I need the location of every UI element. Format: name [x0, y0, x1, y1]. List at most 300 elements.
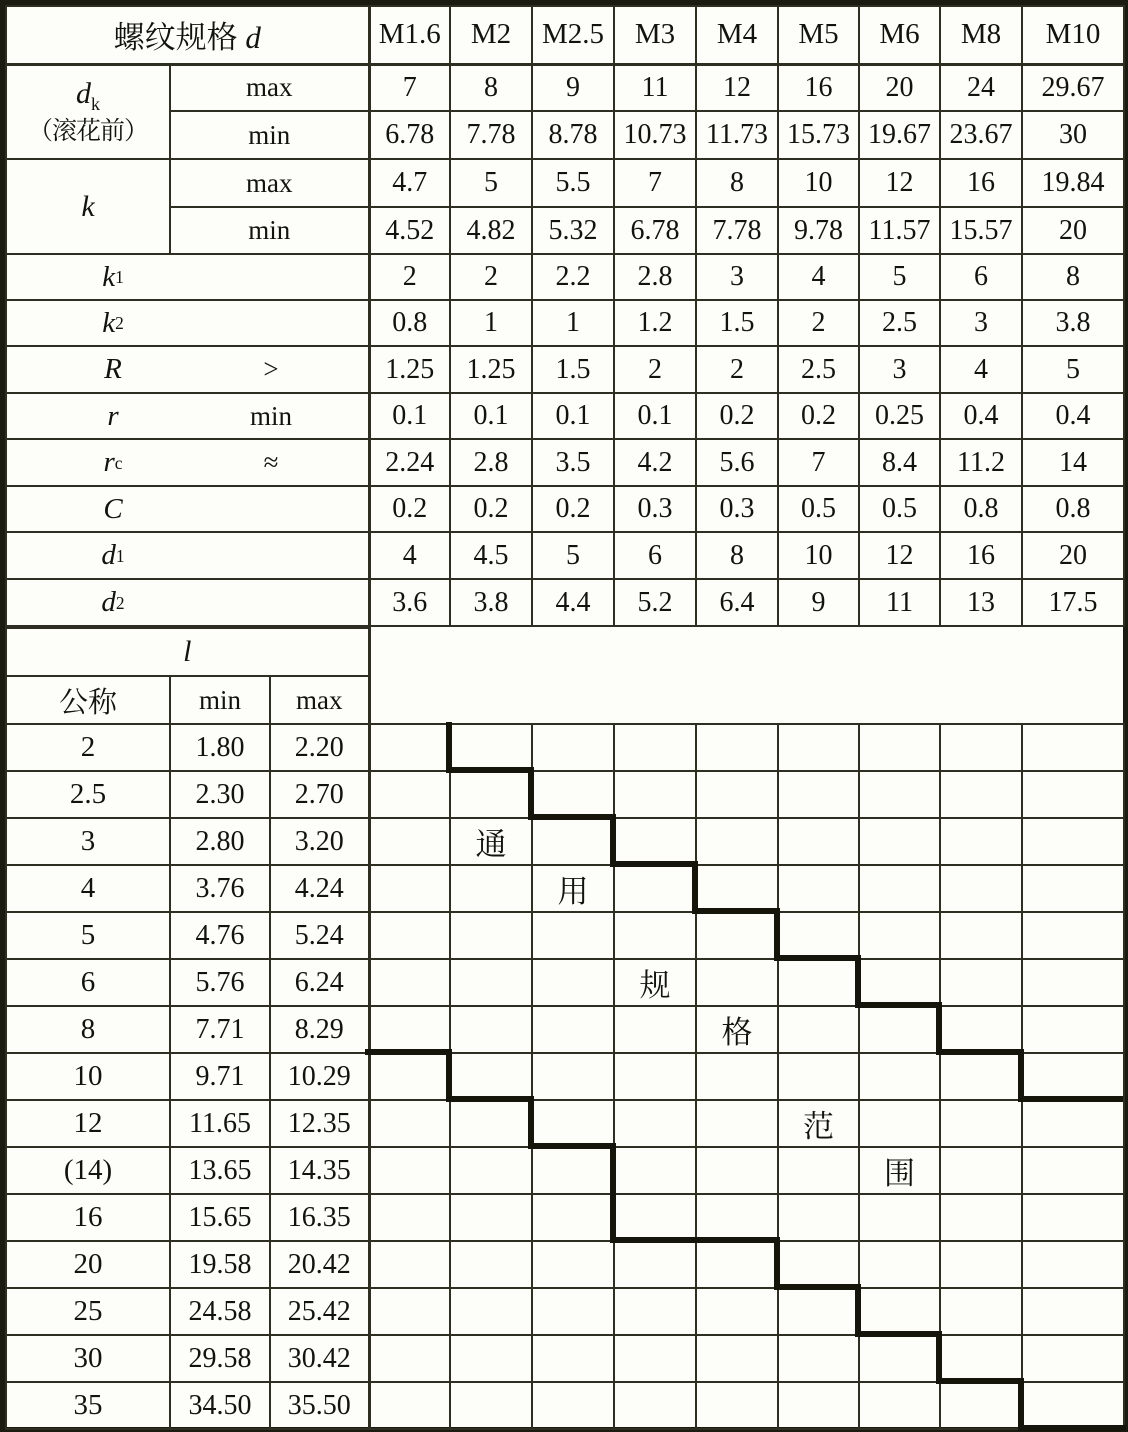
param-label-d1 — [6, 532, 369, 579]
range-cell-M4-25 — [696, 1288, 778, 1335]
range-cell-M6-2 — [859, 724, 940, 771]
param-label-rc — [6, 439, 369, 486]
value-k2-M4: 1.5 — [696, 300, 778, 346]
range-start-step-v — [446, 722, 452, 772]
size-head-M6: M6 — [859, 6, 940, 64]
range-cell-M10-6 — [1022, 959, 1124, 1006]
value-k2-M3: 1.2 — [614, 300, 696, 346]
value-d1-M10: 20 — [1022, 532, 1124, 579]
value-dk-max-M4: 12 — [696, 64, 778, 111]
value-d2-M4: 6.4 — [696, 579, 778, 626]
range-cell-M4-20 — [696, 1241, 778, 1288]
range-cell-M10-8 — [1022, 1006, 1124, 1053]
range-cell-M5-5 — [778, 912, 859, 959]
value-dk-min-M4: 11.73 — [696, 111, 778, 159]
range-cell-M5-35 — [778, 1382, 859, 1429]
value-k-min-M10: 20 — [1022, 207, 1124, 254]
range-cell-M5-20 — [778, 1241, 859, 1288]
value-k-max-M2: 5 — [450, 159, 532, 207]
size-head-M2: M2 — [450, 6, 532, 64]
value-k1-M5: 4 — [778, 254, 859, 300]
value-k-max-M1.6: 4.7 — [369, 159, 450, 207]
range-cell-M2-2 — [450, 724, 532, 771]
range-cell-M6-12 — [859, 1100, 940, 1147]
length-nominal-16: 16 — [6, 1194, 170, 1241]
range-cell-M4-4 — [696, 865, 778, 912]
param-qualifier: ≈ — [263, 447, 279, 477]
value-k-max-M8: 16 — [940, 159, 1022, 207]
length-min-4: 3.76 — [170, 865, 270, 912]
range-cell-M10-30 — [1022, 1335, 1124, 1382]
range-cell-M10-2.5 — [1022, 771, 1124, 818]
value-rc-M2.5: 3.5 — [532, 439, 614, 486]
length-nominal-3: 3 — [6, 818, 170, 865]
range-cell-M8-25 — [940, 1288, 1022, 1335]
range-label-char: 用 — [532, 865, 614, 912]
range-cell-M10-2 — [1022, 724, 1124, 771]
length-max-3: 3.20 — [270, 818, 369, 865]
value-C-M3: 0.3 — [614, 486, 696, 532]
range-cell-M4-3 — [696, 818, 778, 865]
value-k-max-M6: 12 — [859, 159, 940, 207]
range-cell-M10-16 — [1022, 1194, 1124, 1241]
param-label-note: （滚花前） — [27, 117, 148, 145]
range-cell-M2-16 — [450, 1194, 532, 1241]
length-nominal-20: 20 — [6, 1241, 170, 1288]
range-end-step-h — [855, 1331, 942, 1337]
range-cell-M6-35 — [859, 1382, 940, 1429]
length-nominal-4: 4 — [6, 865, 170, 912]
value-r-M5: 0.2 — [778, 393, 859, 439]
range-start-step-v — [774, 910, 780, 960]
range-cell-M8-4 — [940, 865, 1022, 912]
value-d2-M1.6: 3.6 — [369, 579, 450, 626]
range-end-step-h — [692, 1237, 780, 1243]
size-head-M2.5: M2.5 — [532, 6, 614, 64]
value-C-M10: 0.8 — [1022, 486, 1124, 532]
value-d2-M2: 3.8 — [450, 579, 532, 626]
value-dk-min-M2.5: 8.78 — [532, 111, 614, 159]
range-start-step-h — [446, 767, 534, 773]
value-R-M6: 3 — [859, 346, 940, 393]
value-d1-M5: 10 — [778, 532, 859, 579]
value-dk-min-M1.6: 6.78 — [369, 111, 450, 159]
length-min-3: 2.80 — [170, 818, 270, 865]
value-d1-M1.6: 4 — [369, 532, 450, 579]
value-dk-max-M2: 8 — [450, 64, 532, 111]
range-cell-M4-5 — [696, 912, 778, 959]
range-end-step-h — [446, 1096, 534, 1102]
length-max-20: 20.42 — [270, 1241, 369, 1288]
range-header-blank-area — [369, 628, 1124, 724]
range-cell-M4-30 — [696, 1335, 778, 1382]
length-max-12: 12.35 — [270, 1100, 369, 1147]
length-min-25: 24.58 — [170, 1288, 270, 1335]
range-cell-M2-5 — [450, 912, 532, 959]
range-cell-M2-8 — [450, 1006, 532, 1053]
range-cell-M6-3 — [859, 818, 940, 865]
range-end-step-v — [855, 1284, 861, 1334]
range-cell-M2-30 — [450, 1335, 532, 1382]
length-nominal-2.5: 2.5 — [6, 771, 170, 818]
value-r-M6: 0.25 — [859, 393, 940, 439]
param-qualifier-dk-min: min — [170, 111, 369, 159]
range-cell-M1.6-30 — [369, 1335, 450, 1382]
size-head-M4: M4 — [696, 6, 778, 64]
param-label-d2 — [6, 579, 369, 626]
range-label-char: 通 — [450, 818, 532, 865]
value-k-min-M4: 7.78 — [696, 207, 778, 254]
param-label-k1 — [6, 254, 369, 300]
length-nominal-6: 6 — [6, 959, 170, 1006]
range-end-step-v — [1018, 1378, 1024, 1428]
range-cell-M1.6-10 — [369, 1053, 450, 1100]
value-R-M2: 1.25 — [450, 346, 532, 393]
range-end-step-h — [365, 1049, 452, 1055]
range-cell-M2-4 — [450, 865, 532, 912]
value-R-M8: 4 — [940, 346, 1022, 393]
range-cell-M1.6-4 — [369, 865, 450, 912]
range-cell-M3-12 — [614, 1100, 696, 1147]
range-cell-M6-2.5 — [859, 771, 940, 818]
range-cell-M4-16 — [696, 1194, 778, 1241]
value-dk-max-M10: 29.67 — [1022, 64, 1124, 111]
length-max-6: 6.24 — [270, 959, 369, 1006]
length-max-2: 2.20 — [270, 724, 369, 771]
range-cell-M2.5-2 — [532, 724, 614, 771]
range-cell-M2.5-(14) — [532, 1147, 614, 1194]
range-cell-M8-(14) — [940, 1147, 1022, 1194]
length-max-10: 10.29 — [270, 1053, 369, 1100]
value-C-M6: 0.5 — [859, 486, 940, 532]
value-k1-M3: 2.8 — [614, 254, 696, 300]
value-dk-max-M5: 16 — [778, 64, 859, 111]
length-max-8: 8.29 — [270, 1006, 369, 1053]
range-cell-M5-2.5 — [778, 771, 859, 818]
range-start-step-h — [774, 955, 861, 961]
length-nominal-10: 10 — [6, 1053, 170, 1100]
value-rc-M5: 7 — [778, 439, 859, 486]
length-symbol-header: l — [6, 628, 369, 676]
range-cell-M10-25 — [1022, 1288, 1124, 1335]
range-cell-M5-10 — [778, 1053, 859, 1100]
range-cell-M2.5-10 — [532, 1053, 614, 1100]
range-cell-M2.5-25 — [532, 1288, 614, 1335]
range-cell-M3-16 — [614, 1194, 696, 1241]
size-head-M8: M8 — [940, 6, 1022, 64]
range-start-step-v — [528, 769, 534, 819]
range-start-step-h — [528, 814, 616, 820]
value-k-max-M4: 8 — [696, 159, 778, 207]
value-k1-M10: 8 — [1022, 254, 1124, 300]
range-cell-M4-12 — [696, 1100, 778, 1147]
length-min-2: 1.80 — [170, 724, 270, 771]
length-min-6: 5.76 — [170, 959, 270, 1006]
value-d2-M6: 11 — [859, 579, 940, 626]
value-k1-M2: 2 — [450, 254, 532, 300]
value-R-M10: 5 — [1022, 346, 1124, 393]
range-cell-M3-2 — [614, 724, 696, 771]
range-cell-M8-6 — [940, 959, 1022, 1006]
thread-spec-title: 螺纹规格 d — [6, 6, 369, 64]
range-cell-M4-35 — [696, 1382, 778, 1429]
range-label-char: 范 — [778, 1100, 859, 1147]
range-cell-M3-20 — [614, 1241, 696, 1288]
range-cell-M1.6-12 — [369, 1100, 450, 1147]
range-cell-M5-(14) — [778, 1147, 859, 1194]
value-C-M8: 0.8 — [940, 486, 1022, 532]
value-k1-M2.5: 2.2 — [532, 254, 614, 300]
range-cell-M8-2 — [940, 724, 1022, 771]
value-R-M3: 2 — [614, 346, 696, 393]
value-k2-M2: 1 — [450, 300, 532, 346]
value-C-M4: 0.3 — [696, 486, 778, 532]
value-dk-max-M8: 24 — [940, 64, 1022, 111]
value-d2-M2.5: 4.4 — [532, 579, 614, 626]
range-cell-M3-10 — [614, 1053, 696, 1100]
range-cell-M5-30 — [778, 1335, 859, 1382]
range-cell-M3-(14) — [614, 1147, 696, 1194]
range-start-step-v — [610, 816, 616, 866]
range-cell-M2.5-16 — [532, 1194, 614, 1241]
length-min-(14): 13.65 — [170, 1147, 270, 1194]
range-cell-M6-20 — [859, 1241, 940, 1288]
param-qualifier: > — [263, 354, 279, 384]
value-rc-M4: 5.6 — [696, 439, 778, 486]
length-max-16: 16.35 — [270, 1194, 369, 1241]
value-rc-M8: 11.2 — [940, 439, 1022, 486]
value-k-min-M3: 6.78 — [614, 207, 696, 254]
range-cell-M1.6-(14) — [369, 1147, 450, 1194]
range-cell-M1.6-3 — [369, 818, 450, 865]
range-cell-M6-5 — [859, 912, 940, 959]
length-col-head-1: min — [170, 676, 270, 724]
range-end-step-v — [774, 1237, 780, 1287]
range-end-step-v — [446, 1049, 452, 1099]
value-dk-min-M5: 15.73 — [778, 111, 859, 159]
param-qualifier: min — [249, 400, 292, 431]
range-start-step-v — [855, 957, 861, 1007]
length-max-(14): 14.35 — [270, 1147, 369, 1194]
length-min-20: 19.58 — [170, 1241, 270, 1288]
length-nominal-35: 35 — [6, 1382, 170, 1429]
value-d1-M2: 4.5 — [450, 532, 532, 579]
value-r-M2.5: 0.1 — [532, 393, 614, 439]
param-symbol: k 2 — [102, 306, 124, 339]
range-end-step-h — [936, 1378, 1024, 1384]
length-col-head-2: max — [270, 676, 369, 724]
param-label-R — [6, 346, 369, 393]
value-d1-M2.5: 5 — [532, 532, 614, 579]
parameters-table — [5, 5, 1125, 627]
value-k1-M8: 6 — [940, 254, 1022, 300]
range-cell-M1.6-20 — [369, 1241, 450, 1288]
value-rc-M3: 4.2 — [614, 439, 696, 486]
range-cell-M8-10 — [940, 1053, 1022, 1100]
value-k-min-M1.6: 4.52 — [369, 207, 450, 254]
range-cell-M2.5-20 — [532, 1241, 614, 1288]
range-cell-M2-(14) — [450, 1147, 532, 1194]
length-max-4: 4.24 — [270, 865, 369, 912]
value-rc-M6: 8.4 — [859, 439, 940, 486]
value-k-min-M6: 11.57 — [859, 207, 940, 254]
range-start-step-v — [692, 863, 698, 913]
range-cell-M3-25 — [614, 1288, 696, 1335]
range-cell-M2-12 — [450, 1100, 532, 1147]
value-k1-M4: 3 — [696, 254, 778, 300]
range-cell-M6-10 — [859, 1053, 940, 1100]
value-d1-M3: 6 — [614, 532, 696, 579]
range-cell-M8-30 — [940, 1335, 1022, 1382]
range-cell-M2.5-12 — [532, 1100, 614, 1147]
value-dk-max-M3: 11 — [614, 64, 696, 111]
value-dk-min-M6: 19.67 — [859, 111, 940, 159]
range-cell-M1.6-6 — [369, 959, 450, 1006]
range-cell-M5-2 — [778, 724, 859, 771]
range-label-char: 围 — [859, 1147, 940, 1194]
value-k-max-M3: 7 — [614, 159, 696, 207]
value-r-M2: 0.1 — [450, 393, 532, 439]
length-section — [5, 627, 1123, 1430]
value-k2-M8: 3 — [940, 300, 1022, 346]
range-start-step-h — [692, 908, 780, 914]
length-nominal-2: 2 — [6, 724, 170, 771]
param-qualifier-k-max: max — [170, 159, 369, 207]
param-label-C — [6, 486, 369, 532]
range-cell-M8-16 — [940, 1194, 1022, 1241]
length-max-2.5: 2.70 — [270, 771, 369, 818]
range-end-step-h — [528, 1143, 616, 1149]
range-cell-M4-2.5 — [696, 771, 778, 818]
range-cell-M5-8 — [778, 1006, 859, 1053]
value-dk-max-M1.6: 7 — [369, 64, 450, 111]
value-dk-min-M2: 7.78 — [450, 111, 532, 159]
value-k1-M1.6: 2 — [369, 254, 450, 300]
range-end-step-v — [610, 1143, 616, 1240]
length-min-35: 34.50 — [170, 1382, 270, 1429]
range-start-step-h — [936, 1049, 1024, 1055]
value-k1-M6: 5 — [859, 254, 940, 300]
value-k-min-M8: 15.57 — [940, 207, 1022, 254]
value-d2-M3: 5.2 — [614, 579, 696, 626]
length-table — [5, 627, 1125, 1430]
range-cell-M10-4 — [1022, 865, 1124, 912]
range-cell-M2.5-30 — [532, 1335, 614, 1382]
range-cell-M6-6 — [859, 959, 940, 1006]
range-cell-M8-12 — [940, 1100, 1022, 1147]
range-cell-M5-4 — [778, 865, 859, 912]
range-cell-M6-16 — [859, 1194, 940, 1241]
range-end-step-h — [1018, 1425, 1126, 1431]
param-symbol: C — [103, 492, 123, 525]
range-start-step-v — [936, 1004, 942, 1054]
range-cell-M3-2.5 — [614, 771, 696, 818]
range-cell-M8-8 — [940, 1006, 1022, 1053]
range-cell-M8-2.5 — [940, 771, 1022, 818]
value-d1-M6: 12 — [859, 532, 940, 579]
param-qualifier-k-min: min — [170, 207, 369, 254]
length-max-5: 5.24 — [270, 912, 369, 959]
length-min-30: 29.58 — [170, 1335, 270, 1382]
range-cell-M3-3 — [614, 818, 696, 865]
range-cell-M4-(14) — [696, 1147, 778, 1194]
range-cell-M10-(14) — [1022, 1147, 1124, 1194]
range-cell-M3-4 — [614, 865, 696, 912]
value-R-M1.6: 1.25 — [369, 346, 450, 393]
value-dk-min-M3: 10.73 — [614, 111, 696, 159]
length-nominal-8: 8 — [6, 1006, 170, 1053]
param-symbol: d 1 — [101, 539, 125, 571]
range-end-step-h — [774, 1284, 861, 1290]
range-cell-M6-8 — [859, 1006, 940, 1053]
range-end-step-v — [936, 1331, 942, 1381]
range-cell-M2.5-6 — [532, 959, 614, 1006]
length-min-12: 11.65 — [170, 1100, 270, 1147]
size-head-M10: M10 — [1022, 6, 1124, 64]
value-dk-min-M10: 30 — [1022, 111, 1124, 159]
value-k2-M1.6: 0.8 — [369, 300, 450, 346]
param-qualifier-dk-max: max — [170, 64, 369, 111]
range-cell-M6-30 — [859, 1335, 940, 1382]
value-rc-M10: 14 — [1022, 439, 1124, 486]
length-max-25: 25.42 — [270, 1288, 369, 1335]
length-min-16: 15.65 — [170, 1194, 270, 1241]
param-label-dk: $d_k$ （滚花前） — [6, 64, 170, 159]
range-cell-M2-25 — [450, 1288, 532, 1335]
value-r-M1.6: 0.1 — [369, 393, 450, 439]
value-rc-M1.6: 2.24 — [369, 439, 450, 486]
length-nominal-25: 25 — [6, 1288, 170, 1335]
range-end-step-v — [528, 1096, 534, 1146]
range-cell-M8-35 — [940, 1382, 1022, 1429]
value-r-M10: 0.4 — [1022, 393, 1124, 439]
range-start-step-v — [1018, 1051, 1024, 1101]
range-cell-M10-10 — [1022, 1053, 1124, 1100]
range-cell-M3-8 — [614, 1006, 696, 1053]
range-start-step-h — [610, 861, 698, 867]
range-cell-M6-4 — [859, 865, 940, 912]
value-r-M4: 0.2 — [696, 393, 778, 439]
range-end-step-h — [610, 1237, 698, 1243]
param-label-r — [6, 393, 369, 439]
param-symbol: d 2 — [101, 586, 125, 618]
range-cell-M2.5-35 — [532, 1382, 614, 1429]
range-cell-M1.6-16 — [369, 1194, 450, 1241]
value-dk-max-M2.5: 9 — [532, 64, 614, 111]
length-nominal-12: 12 — [6, 1100, 170, 1147]
range-cell-M6-25 — [859, 1288, 940, 1335]
range-cell-M2.5-3 — [532, 818, 614, 865]
range-cell-M8-20 — [940, 1241, 1022, 1288]
range-cell-M5-25 — [778, 1288, 859, 1335]
value-R-M4: 2 — [696, 346, 778, 393]
value-k-max-M5: 10 — [778, 159, 859, 207]
range-cell-M5-3 — [778, 818, 859, 865]
length-min-8: 7.71 — [170, 1006, 270, 1053]
range-cell-M1.6-35 — [369, 1382, 450, 1429]
value-d2-M10: 17.5 — [1022, 579, 1124, 626]
range-cell-M4-6 — [696, 959, 778, 1006]
range-label-char: 格 — [696, 1006, 778, 1053]
param-label-k: k — [6, 159, 170, 254]
length-nominal-30: 30 — [6, 1335, 170, 1382]
value-k-min-M2: 4.82 — [450, 207, 532, 254]
range-cell-M1.6-25 — [369, 1288, 450, 1335]
value-dk-min-M8: 23.67 — [940, 111, 1022, 159]
value-rc-M2: 2.8 — [450, 439, 532, 486]
param-label-k2 — [6, 300, 369, 346]
range-start-step-h — [1018, 1096, 1123, 1102]
